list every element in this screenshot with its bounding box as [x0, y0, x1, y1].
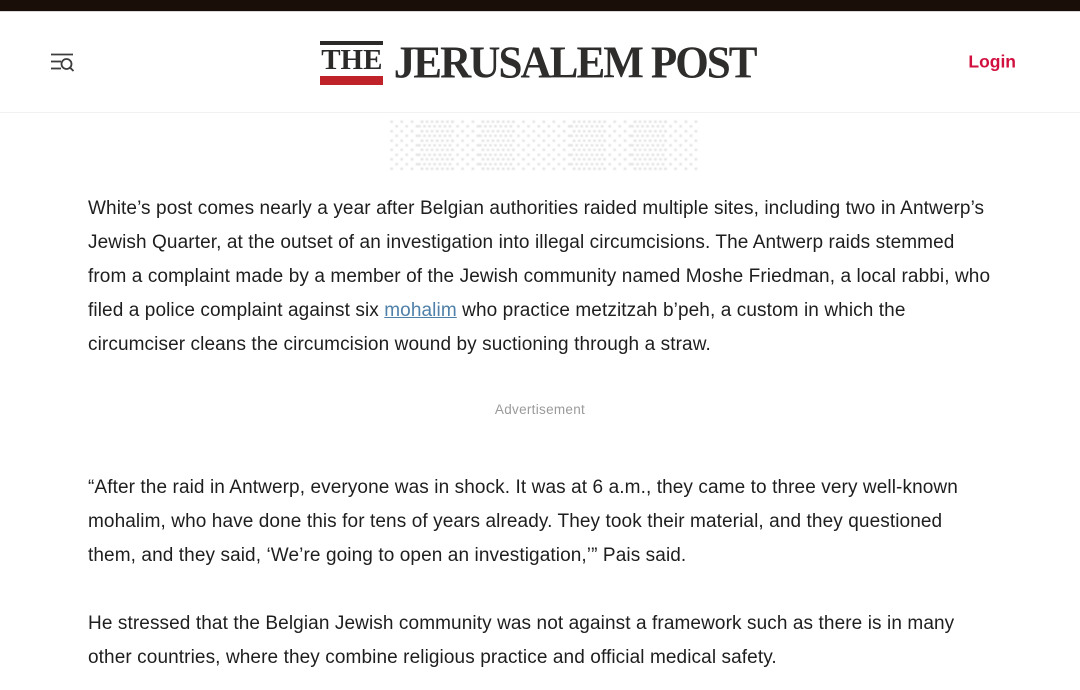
site-header: [0, 12, 1080, 113]
paragraph-1-text-before-link: White’s post comes nearly a year after Belgian authorities raided multiple sites, including two in Antwerp’s Jewish Quarter, at the outset of an investigation into illegal circumcisions. The Antwerp raids stemmed from a complaint made by a member of the Jewish community named Moshe Friedman, a local rabbi, who filed a police complaint against six: [88, 198, 991, 321]
site-logo[interactable]: [320, 37, 760, 88]
logo-the-text: THE: [321, 44, 383, 76]
advertisement-label: Advertisement: [494, 402, 586, 417]
logo-name-text: JERUSALEM POST: [394, 36, 757, 88]
logo-the-block: [320, 41, 383, 85]
login-link[interactable]: Login: [968, 51, 1016, 72]
top-accent-bar: [0, 0, 1080, 12]
article-body: [88, 118, 992, 675]
article-paragraph-2: “After the raid in Antwerp, everyone was in shock. It was at 6 a.m., they came to three very well-known mohalim, who have done this for tens of years already. They took their material, and they questioned them, and they said, ‘We’re going to open an investigation,’” Pais said.: [88, 477, 958, 566]
logo-red-underline: [320, 76, 383, 85]
article-paragraph-1: [88, 192, 992, 362]
article-paragraph-3: He stressed that the Belgian Jewish community was not against a framework such as there is in many other countries, where they combine religious practice and official medical safety.: [88, 613, 955, 668]
menu-search-button[interactable]: [44, 45, 80, 79]
paragraph-1-text-after-link: who practice metzitzah b’peh, a custom in which the circumciser cleans the circumcision wound by suctioning through a straw.: [88, 300, 906, 355]
menu-search-icon: [48, 63, 76, 78]
mohalim-link[interactable]: mohalim: [384, 300, 457, 321]
faded-headline-placeholder: ░▒░▒░░▒░▒░: [387, 118, 693, 172]
